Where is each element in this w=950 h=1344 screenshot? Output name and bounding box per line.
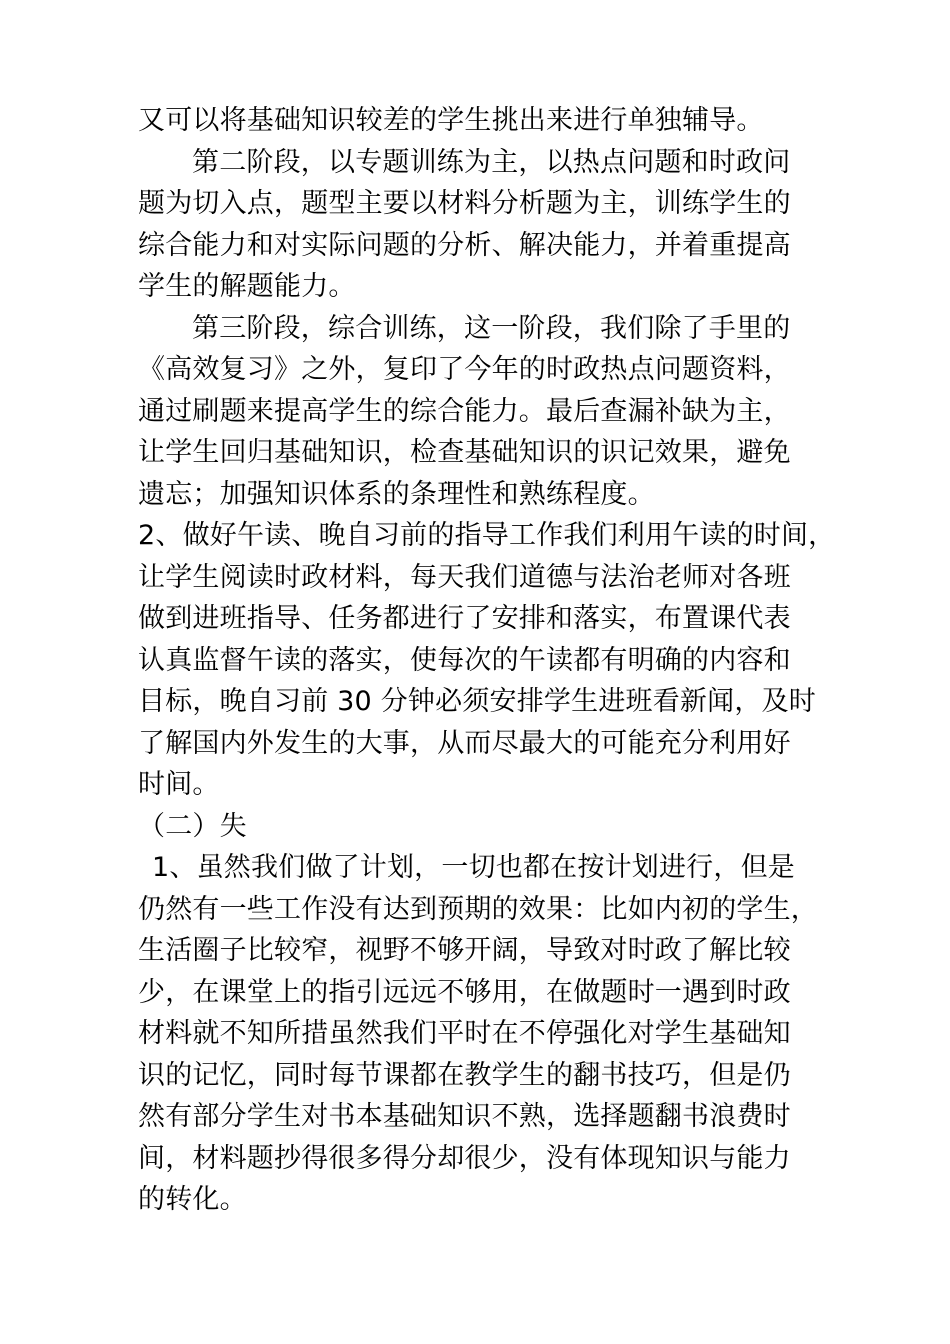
text-line: 的转化。 [138,1184,247,1215]
text-line: 综合能力和对实际问题的分析、解决能力，并着重提高 [138,229,791,261]
text-line: 2、做好午读、晚自习前的指导工作我们利用午读的时间， [138,520,836,551]
text-line: 生活圈子比较窄，视野不够开阔，导致对时政了解比较 [138,935,791,966]
text-line: 第三阶段，综合训练，这一阶段，我们除了手里的 [192,312,791,344]
document-body [138,100,838,1221]
text-line: 遗忘；加强知识体系的条理性和熟练程度。 [138,478,655,510]
text-line: 少，在课堂上的指引远远不够用，在做题时一遇到时政 [138,976,791,1008]
section-heading: （二）失 [138,810,247,842]
text-line: 仍然有一些工作没有达到预期的效果：比如内初的学生， [138,893,818,925]
text-line: 1、虽然我们做了计划，一切也都在按计划进行，但是 [152,852,795,883]
text-line: 间，材料题抄得很多得分却很少，没有体现知识与能力 [138,1142,791,1174]
text-line: 又可以将基础知识较差的学生挑出来进行单独辅导。 [138,105,764,136]
text-line: 第二阶段，以专题训练为主，以热点问题和时政问 [192,146,791,178]
text-line: 做到进班指导、任务都进行了安排和落实，布置课代表 [138,603,791,634]
text-line: 认真监督午读的落实，使每次的午读都有明确的内容和 [138,644,791,676]
text-line: 让学生阅读时政材料，每天我们道德与法治老师对各班 [138,561,791,593]
text-line: 了解国内外发生的大事，从而尽最大的可能充分利用好 [138,727,791,759]
text-line: 《高效复习》之外，复印了今年的时政热点问题资料， [138,354,791,385]
text-line: 然有部分学生对书本基础知识不熟，选择题翻书浪费时 [138,1101,791,1132]
text-line: 学生的解题能力。 [138,271,356,302]
text-line: 时间。 [138,769,220,800]
text-line: 题为切入点，题型主要以材料分析题为主，训练学生的 [138,188,791,219]
text-line: 让学生回归基础知识，检查基础知识的识记效果，避免 [138,437,791,468]
text-line: 通过刷题来提高学生的综合能力。最后查漏补缺为主， [138,395,791,427]
text-line: 目标，晚自习前 30 分钟必须安排学生进班看新闻，及时 [138,686,816,717]
text-line: 识的记忆，同时每节课都在教学生的翻书技巧，但是仍 [138,1059,791,1091]
text-line: 材料就不知所措虽然我们平时在不停强化对学生基础知 [138,1018,791,1049]
